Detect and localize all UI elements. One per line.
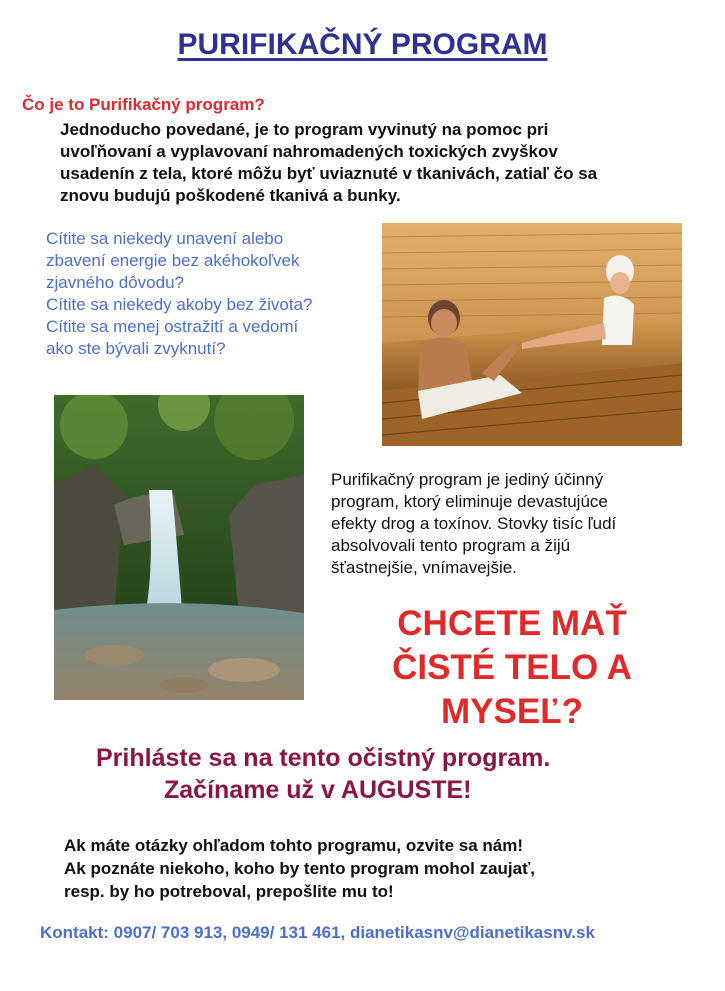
question-heading: Čo je to Purifikačný program?	[22, 95, 265, 114]
feelings-line: Cítite sa niekedy unavení alebo	[46, 229, 284, 248]
contact-question-line: resp. by ho potreboval, prepošlite mu to!	[64, 882, 394, 901]
intro-line: usadenín z tela, ktoré môžu byť uviaznuté v tkanivách, zatiaľ čo sa	[60, 164, 598, 183]
feelings-questions	[46, 228, 376, 360]
page-title: PURIFIKAČNÝ PROGRAM	[177, 28, 548, 61]
signup-line: Začíname už v AUGUSTE!	[164, 776, 472, 804]
feelings-line: ako ste bývali zvyknutí?	[46, 339, 226, 358]
description-line: Purifikačný program je jediný účinný	[331, 470, 604, 489]
sauna-photo	[382, 223, 682, 446]
call-to-action	[372, 602, 652, 734]
feelings-line: zbavení energie bez akéhokoľvek	[46, 251, 300, 270]
intro-line: Jednoducho povedané, je to program vyvinutý na pomoc pri	[60, 120, 549, 139]
signup-line: Prihláste sa na tento očistný program.	[96, 744, 551, 772]
intro-line: uvoľňovaní a vyplavovaní nahromadených toxických zvyškov	[60, 142, 558, 161]
intro-paragraph	[60, 119, 700, 207]
description-line: program, ktorý eliminuje devastujúce	[331, 492, 608, 511]
contact-questions	[64, 834, 714, 903]
description-line: absolvovali tento program a žijú	[331, 536, 571, 555]
feelings-line: zjavného dôvodu?	[46, 273, 185, 292]
contact-question-line: Ak máte otázky ohľadom tohto programu, ozvite sa nám!	[64, 836, 524, 855]
cta-line: ČISTÉ TELO A	[392, 648, 632, 687]
feelings-line: Cítite sa menej ostražití a vedomí	[46, 317, 299, 336]
waterfall-photo	[54, 395, 304, 700]
contact-question-line: Ak poznáte niekoho, koho by tento program mohol zaujať,	[64, 859, 535, 878]
signup-message	[0, 742, 725, 806]
description-line: efekty drog a toxínov. Stovky tisíc ľudí	[331, 514, 617, 533]
cta-line: CHCETE MAŤ	[397, 604, 627, 643]
contact-info: Kontakt: 0907/ 703 913, 0949/ 131 461, dianetikasnv@dianetikasnv.sk	[40, 923, 595, 942]
feelings-line: Cítite sa niekedy akoby bez života?	[46, 295, 313, 314]
description-line: šťastnejšie, vnímavejšie.	[331, 558, 517, 577]
intro-line: znovu budujú poškodené tkanivá a bunky.	[60, 186, 401, 205]
program-description	[331, 469, 691, 579]
cta-line: MYSEĽ?	[441, 692, 583, 731]
